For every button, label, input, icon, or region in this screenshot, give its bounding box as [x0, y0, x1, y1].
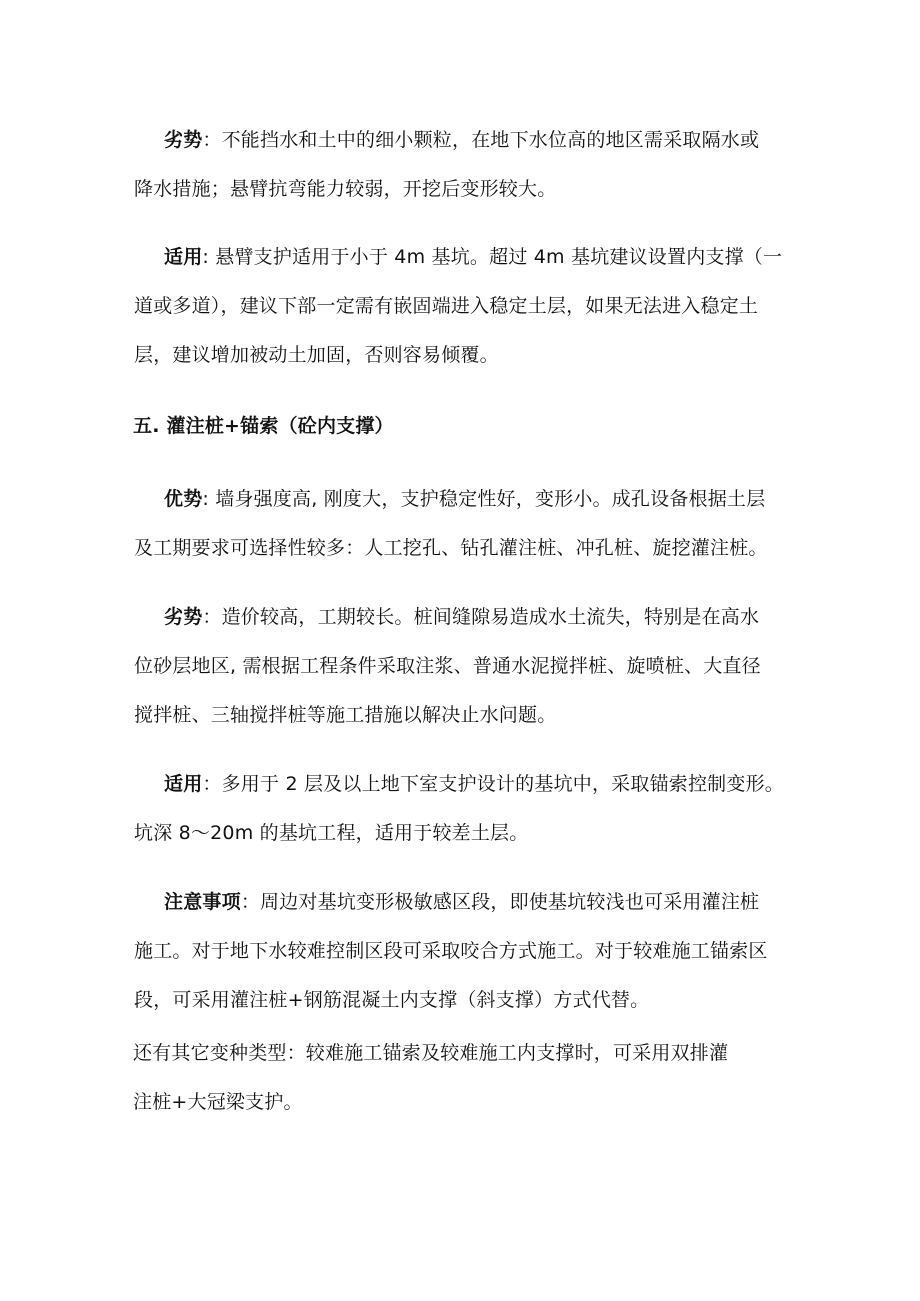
- advantage-paragraph-line-2: 及工期要求可选择性较多：人工挖孔、钻孔灌注桩、冲孔桩、旋挖灌注桩。: [134, 537, 768, 559]
- applicable-label: 适用: [164, 246, 203, 268]
- applicable-paragraph-2-line-2: 坑深 8～20m 的基坑工程，适用于较差土层。: [134, 822, 529, 844]
- applicable-paragraph-line-3: 层，建议增加被动土加固，否则容易倾覆。: [134, 344, 499, 366]
- disadvantage-paragraph-line-2: 降水措施；悬臂抗弯能力较弱，开挖后变形较大。: [134, 178, 557, 200]
- applicable-text: : 悬臂支护适用于小于 4m 基坑。超过 4m 基坑建议设置内支撑（一: [202, 246, 783, 268]
- disadvantage-paragraph-line-1: [164, 127, 759, 153]
- advantage-paragraph-line-1: [164, 486, 765, 512]
- advantage-text: : 墙身强度高, 刚度大，支护稳定性好，变形小。成孔设备根据土层: [202, 488, 766, 510]
- notes-paragraph-line-3: 段，可采用灌注桩+钢筋混凝土内支撑（斜支撑）方式代替。: [134, 989, 650, 1011]
- disadvantage-text: ：不能挡水和土中的细小颗粒，在地下水位高的地区需采取隔水或: [202, 129, 760, 151]
- disadvantage-paragraph-2-line-3: 搅拌桩、三轴搅拌桩等施工措施以解决止水问题。: [134, 704, 557, 726]
- variants-paragraph-line-1: 还有其它变种类型：较难施工锚索及较难施工内支撑时，可采用双排灌: [133, 1042, 729, 1064]
- applicable-paragraph-2-line-1: [164, 771, 784, 797]
- applicable-label-2: 适用: [164, 773, 203, 795]
- applicable-paragraph-line-2: 道或多道），建议下部一定需有嵌固端进入稳定土层，如果无法进入稳定土: [134, 295, 759, 317]
- applicable-text-2: ：多用于 2 层及以上地下室支护设计的基坑中，采取锚索控制变形。: [202, 773, 784, 795]
- notes-label: 注意事项: [164, 891, 241, 913]
- disadvantage-paragraph-2-line-1: [164, 604, 759, 630]
- applicable-paragraph-line-1: [164, 244, 782, 270]
- disadvantage-label: 劣势: [164, 129, 203, 151]
- section-heading: 五. 灌注桩+锚索（砼内支撑）: [133, 415, 394, 437]
- variants-paragraph-line-2: 注桩+大冠梁支护。: [133, 1091, 303, 1113]
- notes-paragraph-line-2: 施工。对于地下水较难控制区段可采取咬合方式施工。对于较难施工锚索区: [134, 940, 768, 962]
- disadvantage-label-2: 劣势: [164, 606, 203, 628]
- advantage-label: 优势: [164, 488, 203, 510]
- notes-paragraph-line-1: [164, 889, 759, 915]
- disadvantage-paragraph-2-line-2: 位砂层地区, 需根据工程条件采取注浆、普通水泥搅拌桩、旋喷桩、大直径: [134, 655, 761, 677]
- disadvantage-text-2: ：造价较高，工期较长。桩间缝隙易造成水土流失，特别是在高水: [202, 606, 760, 628]
- notes-text: ：周边对基坑变形极敏感区段，即使基坑较浅也可采用灌注桩: [240, 891, 760, 913]
